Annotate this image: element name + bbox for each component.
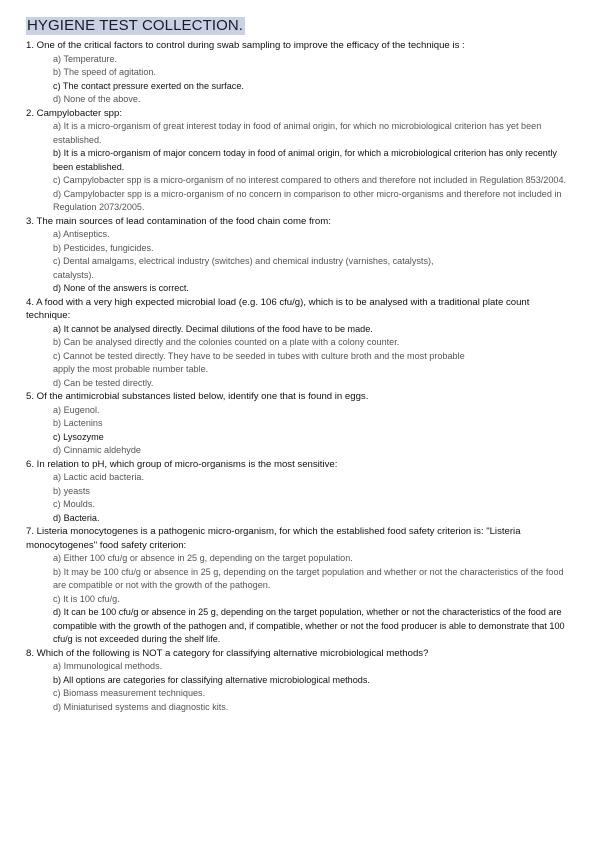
document-page	[26, 17, 576, 714]
question-text: 2. Campylobacter spp:	[26, 107, 122, 119]
answer-options	[26, 120, 576, 215]
question-list	[26, 39, 576, 714]
correct-answer-option: d) Bacteria.	[53, 512, 100, 523]
correct-answer-option: b) It is a micro-organism of major concern today in food of animal origin, for which a microbiological criterion has only recently been established.	[53, 148, 557, 172]
answer-option: d) Campylobacter spp is a micro-organism of no concern in comparison to other micro-organisms and therefore not included in Regulation 2073/2005.	[53, 188, 562, 212]
correct-answer-option: c) Lysozyme	[53, 431, 104, 442]
correct-answer-option: c) The contact pressure exerted on the surface.	[53, 80, 244, 91]
question-text: 5. Of the antimicrobial substances listed below, identify one that is found in eggs.	[26, 391, 369, 402]
question-block	[26, 647, 576, 715]
answer-option: a) It is a micro-organism of great interest today in food of animal origin, for which no microbiological criterion has yet been established.	[53, 121, 542, 145]
answer-option: b) Pesticides, fungicides.	[53, 242, 154, 253]
answer-option: b) It may be 100 cfu/g or absence in 25 g, depending on the target population and whether or not the characteristics of the food are compatible or not with the growth of the pathogen.	[53, 566, 564, 590]
answer-options	[26, 471, 576, 525]
answer-options	[26, 552, 576, 647]
answer-option: c) Moulds.	[53, 499, 95, 509]
answer-option: d) Can be tested directly.	[53, 377, 154, 388]
answer-options	[26, 228, 576, 296]
question-block	[26, 107, 576, 215]
answer-option: b) Can be analysed directly and the colonies counted on a plate with a colony counter.	[53, 337, 400, 347]
question-text: 3. The main sources of lead contamination of the food chain come from:	[26, 215, 331, 227]
answer-option: a) Immunological methods.	[53, 661, 163, 671]
answer-options	[26, 53, 576, 107]
answer-option: b) The speed of agitation.	[53, 67, 156, 77]
answer-option: apply the most probable number table.	[53, 364, 209, 374]
question-block	[26, 215, 576, 296]
answer-option: b) Lactenins	[53, 418, 103, 428]
answer-option: d) Cinnamic aldehyde	[53, 445, 141, 455]
correct-answer-option: a) It cannot be analysed directly. Decimal dilutions of the food have to be made.	[53, 323, 373, 334]
question-text: 8. Which of the following is NOT a category for classifying alternative microbiological methods?	[26, 647, 429, 659]
question-text: 1. One of the critical factors to control during swab sampling to improve the efficacy of the technique is :	[26, 40, 465, 51]
document-title: HYGIENE TEST COLLECTION.	[27, 17, 244, 34]
question-text: 7. Listeria monocytogenes is a pathogenic micro-organism, for which the established food safety criterion is: "Listeria monocytogenes" food safety criterion:	[26, 526, 521, 551]
answer-option: d) None of the above.	[53, 94, 141, 104]
answer-option: c) Biomass measurement techniques.	[53, 688, 206, 698]
answer-option: c) Dental amalgams, electrical industry (switches) and chemical industry (varnishes, catalysts),	[53, 256, 434, 266]
answer-option: c) Campylobacter spp is a micro-organism of no interest compared to others and therefore not included in Regulation 853/2004.	[53, 175, 567, 185]
answer-options	[26, 404, 576, 458]
answer-options	[26, 660, 576, 714]
correct-answer-option: d) None of the answers is correct.	[53, 283, 189, 293]
answer-option: a) Temperature.	[53, 53, 118, 64]
answer-option: c) It is 100 cfu/g.	[53, 593, 120, 604]
question-text: 6. In relation to pH, which group of micro-organisms is the most sensitive:	[26, 458, 338, 470]
correct-answer-option: b) All options are categories for classifying alternative microbiological methods.	[53, 674, 370, 685]
answer-option: a) Lactic acid bacteria.	[53, 472, 144, 482]
answer-option: d) Miniaturised systems and diagnostic kits.	[53, 701, 229, 712]
question-block	[26, 296, 576, 391]
answer-option: a) Eugenol.	[53, 404, 100, 415]
question-text: 4. A food with a very high expected microbial load (e.g. 106 cfu/g), which is to be analysed with a traditional plate count technique:	[26, 296, 530, 321]
answer-option: a) Antiseptics.	[53, 229, 110, 239]
question-block	[26, 390, 576, 458]
correct-answer-option: d) It can be 100 cfu/g or absence in 25 g, depending on the target population, whether or not the characteristics of the food are compatible with the growth of the pathogen and, if compatible, whether or not the food producer is able to demonstrate that 100 cfu/g is not exceeded during the shelf life.	[53, 607, 565, 644]
answer-options	[26, 323, 576, 391]
answer-option: a) Either 100 cfu/g or absence in 25 g, depending on the target population.	[53, 553, 353, 563]
question-block	[26, 525, 576, 647]
question-block	[26, 458, 576, 526]
question-block	[26, 39, 576, 107]
answer-option: c) Cannot be tested directly. They have to be seeded in tubes with culture broth and the most probable	[53, 350, 465, 361]
answer-option: b) yeasts	[53, 485, 90, 496]
answer-option: catalysts).	[53, 269, 94, 280]
